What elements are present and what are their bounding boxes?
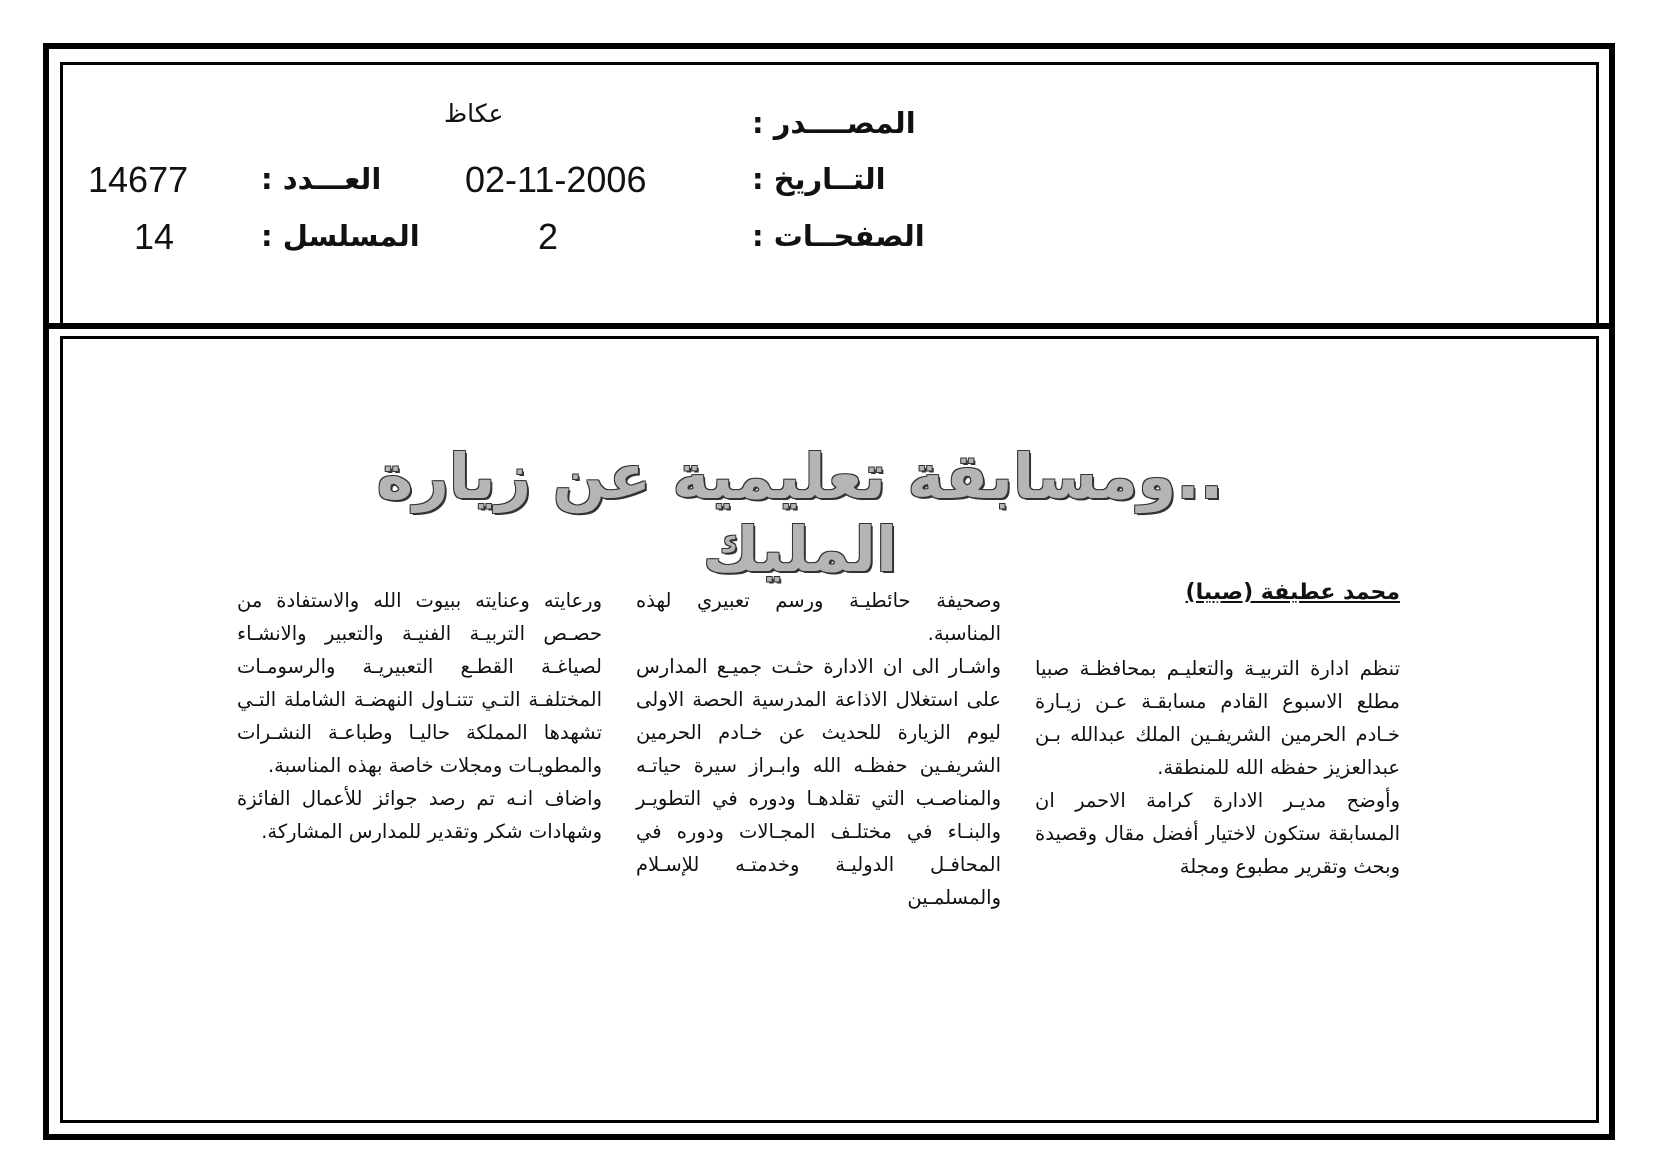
serial-label: المسلسل : [261,219,420,253]
date-value: 02-11-2006 [465,159,647,200]
date-label: التــاريخ : [752,162,886,196]
pages-value: 2 [538,216,559,257]
column-1-paragraph-2: وأوضح مديـر الادارة كرامة الاحمر ان المسابقة ستكون لاختيار أفضل مقال وقصيدة وبحث وتقرير مطبوع ومجلة [1035,789,1400,878]
column-3-paragraph-1: ورعايته وعنايته ببيوت الله والاستفادة من حصـص التربيـة الفنيـة والتعبير والانشـاء لصياغـة القطـع التعبيريـة والرسومـات المختلفـة التـي تتنـاول النهضـة الشاملة التـي تشهدها المملكة حاليـا وطباعـة النشـرات والمطويـات ومجلات خاصة بهذه المناسبة. [237,589,602,777]
article-column-3 [237,584,602,848]
source-label: المصــــدر : [752,106,916,140]
column-2-paragraph-1: وصحيفة حائطيـة ورسم تعبيري لهذه المناسبة. [636,589,1001,645]
source-value: عكاظ [444,99,504,128]
article-headline: ..ومسابقة تعليمية عن زيارة المليك [376,440,1224,586]
column-1-paragraph-1: تنظم ادارة التربيـة والتعليـم بمحافظـة صبيا مطلع الاسبوع القادم مسابقـة عـن زيـارة خـادم الحرمين الشريفـين الملك عبدالله بـن عبدالعزيز حفظه الله للمنطقة. [1035,657,1400,779]
header-divider [43,323,1615,329]
serial-value: 14 [134,216,175,257]
issue-label: العـــدد : [261,162,382,196]
article-column-2 [636,584,1001,914]
article-byline: محمد عطيفة (صبيا) [1185,580,1400,605]
issue-value: 14677 [88,159,189,200]
column-3-paragraph-2: واضاف انـه تم رصد جوائز للأعمال الفائزة وشهادات شكر وتقدير للمدارس المشاركة. [237,787,602,843]
article-column-1 [1035,652,1400,883]
column-2-paragraph-2: واشـار الى ان الادارة حثـت جميـع المدارس على استغلال الاذاعة المدرسية الحصة الاولى ليوم الزيارة للحديث عن خـادم الحرمين الشريفـين حفظـه الله وابـراز سيرة حياتـه والمناصـب التي تقلدهـا ودوره في التطويـر والبنـاء في مختلـف المجـالات ودوره في المحافـل الدوليـة وخدمتـه للإسـلام والمسلمـين [636,655,1001,909]
pages-label: الصفحــات : [752,219,925,253]
